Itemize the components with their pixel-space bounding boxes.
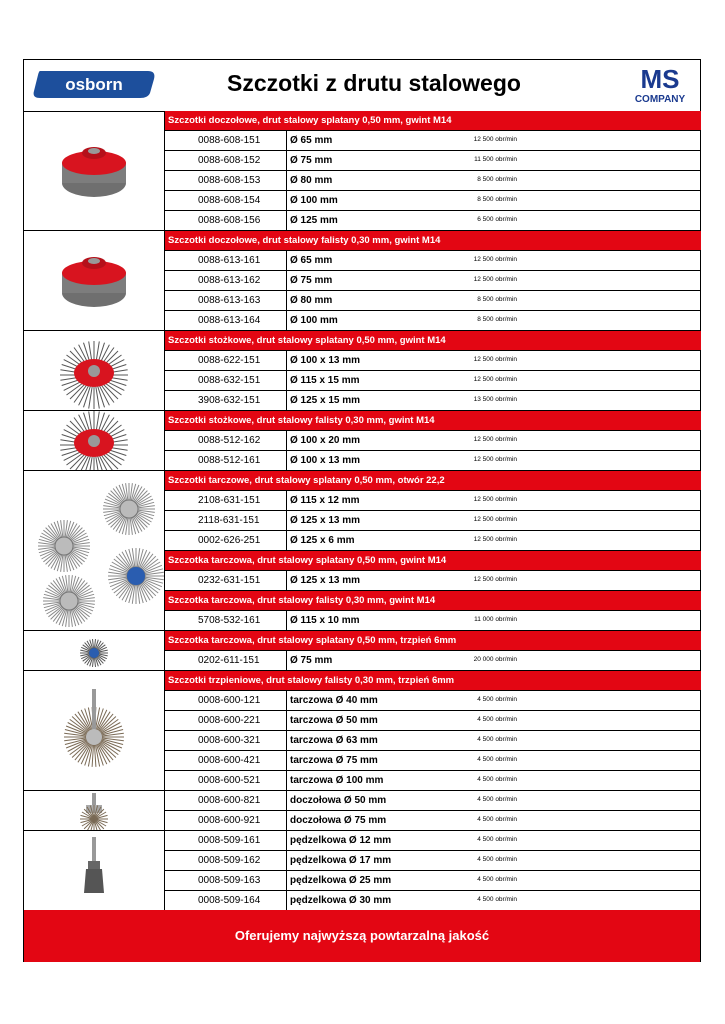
footer-banner: Oferujemy najwyższą powtarzalną jakość [24,910,700,962]
table-row [165,771,701,791]
product-size: pędzelkowa Ø 25 mm [286,871,391,890]
table-row [165,131,701,151]
product-code: 2108-631-151 [198,495,261,506]
product-size: doczołowa Ø 75 mm [286,811,386,830]
table-row [165,191,701,211]
product-image-cup-red [24,111,165,231]
section-heading: Szczotki stożkowe, drut stalowy splatany 0,50 mm, gwint M14 [165,331,701,351]
product-size: Ø 100 mm [286,311,338,330]
product-size: Ø 125 x 13 mm [286,511,360,530]
table-row [165,271,701,291]
table-row [165,391,701,411]
section-heading: Szczotki stożkowe, drut stalowy falisty 0,30 mm, gwint M14 [165,411,701,431]
product-code: 2118-631-151 [198,515,260,526]
section-heading: Szczotki tarczowe, drut stalowy splatany 0,50 mm, otwór 22,2 [165,471,701,491]
product-code: 0008-600-521 [198,775,261,786]
product-code: 0088-608-153 [198,175,261,186]
max-rpm: 12 500 obr/min [473,536,517,543]
max-rpm: 12 500 obr/min [473,356,517,363]
max-rpm: 12 500 obr/min [473,256,517,263]
ms-logo-letters: MS [640,64,680,94]
max-rpm: 11 000 obr/min [474,616,517,623]
table-row [165,491,701,511]
product-size: tarczowa Ø 100 mm [286,771,383,790]
product-size: Ø 115 x 10 mm [286,611,360,630]
section-heading: Szczotki doczołowe, drut stalowy falisty 0,30 mm, gwint M14 [165,231,701,251]
product-size: Ø 80 mm [286,291,332,310]
max-rpm: 13 500 obr/min [473,396,517,403]
product-code: 0008-600-221 [198,715,261,726]
max-rpm: 11 500 obr/min [474,156,517,163]
product-code: 0002-626-251 [198,535,261,546]
product-size: Ø 75 mm [286,271,332,290]
ms-company-logo [628,64,692,106]
table-row [165,711,701,731]
product-code: 0008-600-321 [198,735,261,746]
table-row [165,691,701,711]
product-size: Ø 100 mm [286,191,338,210]
product-code: 0088-608-154 [198,195,261,206]
product-size: Ø 65 mm [286,131,332,150]
product-size: Ø 80 mm [286,171,332,190]
table-row [165,871,701,891]
section-heading: Szczotki trzpieniowe, drut stalowy falisty 0,30 mm, trzpień 6mm [165,671,701,691]
product-code: 0008-600-121 [198,695,261,706]
section-heading: Szczotka tarczowa, drut stalowy splatany 0,50 mm, gwint M14 [165,551,701,571]
table-row [165,571,701,591]
product-image-cone [24,331,165,411]
max-rpm: 12 500 obr/min [473,136,517,143]
table-row [165,531,701,551]
product-size: tarczowa Ø 63 mm [286,731,378,750]
product-size: tarczowa Ø 75 mm [286,751,378,770]
product-size: pędzelkowa Ø 12 mm [286,831,391,850]
max-rpm: 4 500 obr/min [477,856,517,863]
table-row [165,431,701,451]
section-heading: Szczotka tarczowa, drut stalowy falisty 0,30 mm, gwint M14 [165,591,701,611]
product-size: Ø 75 mm [286,151,332,170]
table-row [165,891,701,911]
table-row [165,451,701,471]
product-code: 0088-632-151 [198,375,261,386]
product-size: Ø 100 x 13 mm [286,351,360,370]
max-rpm: 6 500 obr/min [477,216,517,223]
product-image-shaft-wheel [24,671,165,791]
product-code: 0088-512-162 [198,435,261,446]
max-rpm: 12 500 obr/min [473,516,517,523]
product-size: doczołowa Ø 50 mm [286,791,386,810]
product-code: 0008-509-162 [198,855,261,866]
product-size: Ø 115 x 12 mm [286,491,360,510]
max-rpm: 12 500 obr/min [473,276,517,283]
product-image-wheels [24,471,165,631]
table-row [165,371,701,391]
product-size: Ø 100 x 13 mm [286,451,360,470]
max-rpm: 4 500 obr/min [477,716,517,723]
max-rpm: 4 500 obr/min [477,836,517,843]
table-row [165,511,701,531]
max-rpm: 4 500 obr/min [477,776,517,783]
product-code: 0088-613-163 [198,295,261,306]
max-rpm: 8 500 obr/min [477,316,517,323]
product-size: Ø 125 x 13 mm [286,571,360,590]
table-row [165,611,701,631]
product-size: Ø 115 x 15 mm [286,371,360,390]
section-heading: Szczotka tarczowa, drut stalowy splatany 0,50 mm, trzpień 6mm [165,631,701,651]
table-row [165,311,701,331]
product-size: Ø 75 mm [286,651,332,670]
table-row [165,791,701,811]
table-row [165,171,701,191]
max-rpm: 4 500 obr/min [477,696,517,703]
product-image-shaft-cup [24,791,165,831]
product-code: 0008-509-164 [198,895,261,906]
product-code: 0008-509-161 [198,835,261,846]
product-size: pędzelkowa Ø 30 mm [286,891,391,910]
product-size: pędzelkowa Ø 17 mm [286,851,391,870]
table-row [165,731,701,751]
product-code: 0088-613-162 [198,275,261,286]
product-image-cup-red2 [24,231,165,331]
product-size: tarczowa Ø 40 mm [286,691,378,710]
max-rpm: 4 500 obr/min [477,736,517,743]
table-row [165,351,701,371]
product-code: 0088-608-152 [198,155,261,166]
max-rpm: 4 500 obr/min [477,796,517,803]
osborn-logo-text: osborn [65,75,123,94]
product-code: 0088-608-151 [198,135,261,146]
max-rpm: 8 500 obr/min [477,176,517,183]
product-code: 0008-509-163 [198,875,261,886]
product-size: Ø 125 x 15 mm [286,391,360,410]
table-row [165,811,701,831]
table-row [165,751,701,771]
product-image-pencil [24,831,165,911]
product-code: 0008-600-421 [198,755,261,766]
product-code: 0088-622-151 [198,355,261,366]
section-heading: Szczotki doczołowe, drut stalowy splatany 0,50 mm, gwint M14 [165,111,701,131]
product-image-small-wheel [24,631,165,671]
ms-logo-company: COMPANY [634,94,686,105]
product-code: 3908-632-151 [198,395,261,406]
product-size: tarczowa Ø 50 mm [286,711,378,730]
product-code: 0232-631-151 [198,575,261,586]
product-size: Ø 100 x 20 mm [286,431,360,450]
product-code: 0088-512-161 [198,455,261,466]
table-row [165,851,701,871]
product-code: 5708-532-161 [198,615,261,626]
osborn-logo [32,69,156,99]
max-rpm: 8 500 obr/min [477,196,517,203]
table-row [165,151,701,171]
product-code: 0088-608-156 [198,215,261,226]
table-row [165,651,701,671]
product-image-cone2 [24,411,165,471]
product-code: 0202-611-151 [198,655,260,666]
product-size: Ø 125 mm [286,211,338,230]
table-row [165,291,701,311]
max-rpm: 4 500 obr/min [477,896,517,903]
product-code: 0008-600-821 [198,795,261,806]
table-row [165,251,701,271]
product-code: 0088-613-161 [198,255,261,266]
product-size: Ø 65 mm [286,251,332,270]
max-rpm: 12 500 obr/min [473,456,517,463]
max-rpm: 4 500 obr/min [477,876,517,883]
table-row [165,831,701,851]
product-code: 0088-613-164 [198,315,261,326]
max-rpm: 12 500 obr/min [473,496,517,503]
max-rpm: 12 500 obr/min [473,436,517,443]
max-rpm: 4 500 obr/min [477,756,517,763]
page-title: Szczotki z drutu stalowego [227,70,521,96]
max-rpm: 4 500 obr/min [477,816,517,823]
max-rpm: 12 500 obr/min [473,576,517,583]
catalog-sheet [23,59,701,962]
max-rpm: 8 500 obr/min [477,296,517,303]
product-code: 0008-600-921 [198,815,261,826]
product-size: Ø 125 x 6 mm [286,531,354,550]
max-rpm: 12 500 obr/min [473,376,517,383]
table-row [165,211,701,231]
max-rpm: 20 000 obr/min [473,656,517,663]
page-header [24,60,700,112]
